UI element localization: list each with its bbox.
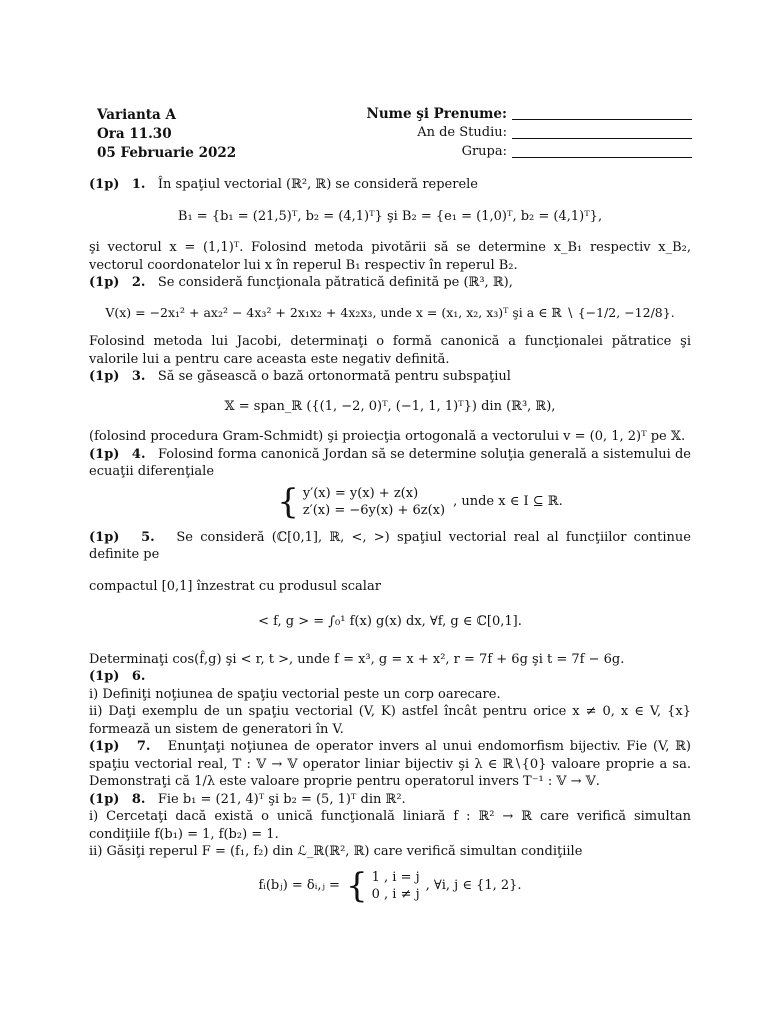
problems [89, 176, 691, 906]
problem-number: 2. [131, 275, 146, 290]
differential-system [149, 481, 691, 522]
problem-intro: Să se găsească o bază ortonormată pentru subspaţiul [157, 369, 511, 384]
problem-number: 3. [131, 369, 146, 384]
name-label: Nume şi Prenume: [366, 106, 507, 122]
problem-points: (1p) [89, 669, 120, 684]
problem-4 [89, 446, 691, 522]
date-label: 05 Februarie 2022 [97, 145, 237, 161]
problem-text: Enunţaţi noţiunea de operator invers al unui endomorfism bijectiv. Fie (V, ℝ) spaţiu vectorial real, T : 𝕍 → 𝕍 operator liniar bijectiv şi λ ∈ ℝ∖{0} valoare proprie a sa. Demonstraţi că 1/λ este valoare proprie pentru operatorul invers T⁻¹ : 𝕍 → 𝕍. [89, 739, 691, 789]
problem-line-2: ii) Daţi exemplu de un spaţiu vectorial (V, K) astfel încât pentru orice x ≠ 0, x ∈ V, {x} formează un sistem de generatori în V. [89, 704, 691, 737]
year-label: An de Studiu: [417, 125, 507, 140]
problem-intro: Se consideră funcţionala pătratică definită pe (ℝ³, ℝ), [157, 275, 513, 290]
problem-equation: < f, g > = ∫₀¹ f(x) g(x) dx, ∀f, g ∈ ℂ[0,1]. [258, 614, 522, 629]
problem-7 [89, 738, 691, 791]
variant-label: Varianta A [97, 107, 176, 123]
problem-equation: B₁ = {b₁ = (21,5)ᵀ, b₂ = (4,1)ᵀ} şi B₂ = {e₁ = (1,0)ᵀ, b₂ = (4,1)ᵀ}, [177, 208, 603, 224]
problem-line-1: i) Definiţi noţiunea de spaţiu vectorial peste un corp oarecare. [89, 686, 501, 702]
problem-points: (1p) [89, 529, 120, 545]
problem-points: (1p) [89, 791, 120, 807]
problem-text: şi vectorul x = (1,1)ᵀ. Folosind metoda pivotării să se determine x_B₁ respectiv x_B₂, vectorul coordonatelor lui x în reperul B₁ respectiv în reperul B₂. [89, 240, 691, 273]
problem-points: (1p) [89, 369, 120, 384]
problem-points: (1p) [89, 739, 120, 754]
problem-points: (1p) [89, 177, 120, 192]
problem-intro: Fie b₁ = (21, 4)ᵀ şi b₂ = (5, 1)ᵀ din ℝ². [157, 791, 406, 807]
case-1: 1 , i = j [371, 869, 420, 885]
problem-number: 5. [141, 529, 155, 545]
problem-3 [89, 368, 691, 446]
year-line [512, 138, 692, 139]
problem-text: (folosind procedura Gram-Schmidt) şi proiecţia ortogonală a vectorului v = (0, 1, 2)ᵀ pe 𝕏. [89, 429, 686, 444]
left-brace: { [345, 865, 368, 906]
problem-number: 4. [131, 446, 146, 462]
time-label: Ora 11.30 [97, 126, 172, 142]
student-fields [340, 106, 695, 163]
piecewise-equation [89, 865, 691, 906]
problem-intro: Folosind forma canonică Jordan să se determine soluţia generală a sistemului de ecuaţii diferenţiale [89, 446, 691, 479]
equation-left: fᵢ(bⱼ) = δᵢ,ⱼ = [258, 877, 340, 893]
problem-intro-2: compactul [0,1] înzestrat cu produsul scalar [89, 578, 381, 594]
problem-number: 1. [131, 177, 146, 192]
system-equation-2: z′(x) = −6y(x) + 6z(x) [302, 502, 446, 518]
problem-5 [89, 529, 691, 669]
problem-1 [89, 176, 691, 274]
problem-text: Determinaţi cos(f̂,g) şi < r, t >, unde f = x³, g = x + x², r = 7f + 6g şi t = 7f − 6g. [89, 651, 625, 667]
header-info [97, 106, 236, 163]
problem-equation: 𝕏 = span_ℝ ({(1, −2, 0)ᵀ, (−1, 1, 1)ᵀ}) din (ℝ³, ℝ), [224, 398, 556, 414]
problem-number: 8. [131, 791, 146, 807]
system-equation-1: y′(x) = y(x) + z(x) [302, 485, 419, 501]
problem-equation: V(x) = −2x₁² + ax₂² − 4x₃² + 2x₁x₂ + 4x₂x₃, unde x = (x₁, x₂, x₃)ᵀ şi a ∈ ℝ ∖ {−1/2, −12/8}. [105, 304, 675, 320]
group-line [512, 157, 692, 158]
equation-right: , ∀i, j ∈ {1, 2}. [425, 877, 522, 893]
problem-points: (1p) [89, 446, 120, 462]
problem-8 [89, 791, 691, 906]
problem-line-2: ii) Găsiţi reperul F = (f₁, f₂) din ℒ_ℝ(ℝ², ℝ) care verifică simultan condiţiile [89, 844, 583, 859]
problem-points: (1p) [89, 275, 120, 290]
name-line [512, 119, 692, 120]
case-2: 0 , i ≠ j [371, 886, 420, 902]
problem-line-1: i) Cercetaţi dacă există o unică funcţională liniară f : ℝ² → ℝ care verifică simultan condiţiile f(b₁) = 1, f(b₂) = 1. [89, 809, 691, 842]
group-label: Grupa: [461, 144, 507, 159]
problem-number: 6. [131, 669, 146, 684]
left-brace: { [277, 481, 299, 522]
problem-6 [89, 668, 691, 738]
system-tail: , unde x ∈ I ⊆ ℝ. [453, 493, 563, 509]
problem-intro: Se consideră (ℂ[0,1], ℝ, <, >) spaţiul vectorial real al funcţiilor continue definite pe [89, 529, 691, 562]
problem-intro: În spaţiul vectorial (ℝ², ℝ) se consideră reperele [157, 177, 478, 192]
problem-number: 7. [136, 739, 151, 754]
problem-2 [89, 274, 691, 368]
problem-text: Folosind metoda lui Jacobi, determinaţi o formă canonică a funcţionalei pătratice şi valorile lui a pentru care aceasta este negativ definită. [89, 334, 691, 367]
